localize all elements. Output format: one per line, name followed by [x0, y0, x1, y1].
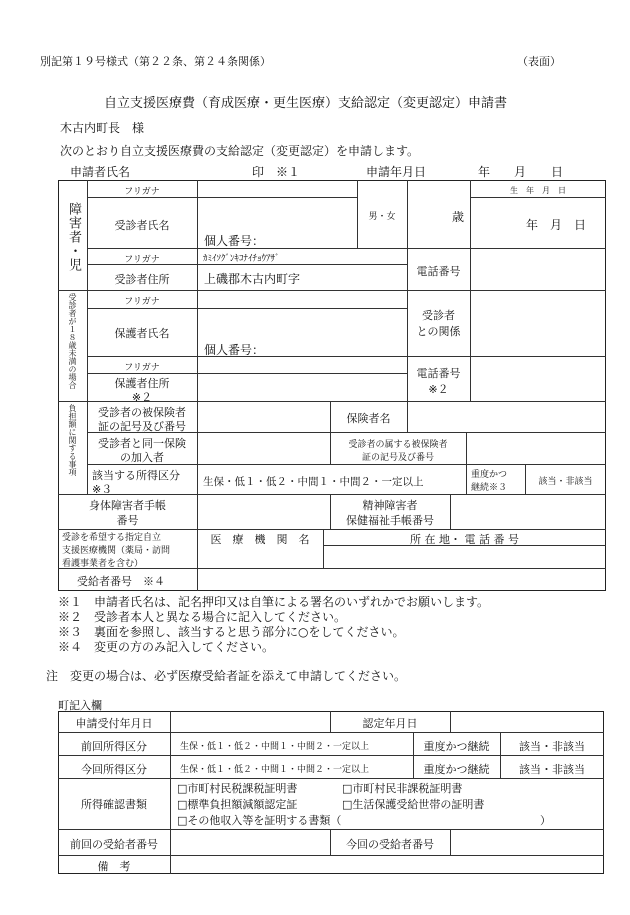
- page-side-label: （表面）: [517, 55, 561, 68]
- prev-severe-label: 重度かつ継続: [423, 740, 490, 753]
- facility-address-header: 所 在 地・ 電 話 番 号: [410, 533, 519, 546]
- doc-option-welfare[interactable]: □生活保護受給世帯の証明書: [342, 798, 485, 811]
- guardian-address-label: 保護者住所: [114, 377, 170, 390]
- document-title: 自立支援医療費（育成医療・更生医療）支給認定（変更認定）申請書: [104, 96, 508, 111]
- remarks-label: 備 考: [97, 860, 131, 873]
- caution-note: 注 変更の場合は、必ず医療受給者証を添えて申請してください。: [46, 669, 407, 683]
- seal-mark: 印 ※１: [252, 165, 301, 179]
- application-date-label: 申請年月日: [366, 165, 427, 179]
- patient-phone-label: 電話番号: [416, 265, 461, 278]
- insurer-label: 保険者名: [346, 412, 391, 425]
- severe-applicable-options: 該当・非該当: [538, 477, 593, 487]
- curr-income-options: 生保・低１・低２・中間１・中間２・一定以上: [180, 765, 370, 775]
- patient-personal-number: 個人番号：: [204, 234, 265, 248]
- facility-label-2: 支援医療機関（薬局・訪問: [62, 546, 171, 556]
- addressee: 木古内町長 様: [60, 121, 145, 135]
- address-furigana-label: フリガナ: [124, 255, 160, 265]
- doc-option-taxed[interactable]: □市町村民税課税証明書: [177, 782, 298, 795]
- income-class-options: 生保・低１・低２・中間１・中間２・一定以上: [203, 476, 424, 488]
- facility-name-header: 医 療 機 関 名: [210, 533, 310, 546]
- patient-group-label: 障害者・児: [66, 202, 81, 272]
- curr-recipient-label: 今回の受給者番号: [346, 838, 434, 851]
- note-3: ※３ 裏面を参照し、該当すると思う部分に○をしてください。: [58, 625, 405, 639]
- recipient-number-label: 受給者番号 ※４: [77, 575, 165, 588]
- same-insured-label-2: の加入者: [120, 451, 164, 464]
- curr-income-label: 今回所得区分: [81, 763, 147, 776]
- received-date-label: 申請受付年月日: [75, 717, 153, 730]
- application-year: 年: [478, 165, 491, 179]
- approved-date-label: 認定年月日: [362, 717, 418, 730]
- doc-option-nontaxed[interactable]: □市町村民非課税証明書: [342, 782, 463, 795]
- patient-furigana-label: フリガナ: [124, 187, 160, 197]
- guardian-group-label: 受診者が１８歳未満の場合: [68, 293, 77, 389]
- mental-handbook-label-2: 保健福祉手帳番号: [346, 514, 434, 527]
- office-section-title: 町記入欄: [58, 699, 102, 712]
- birthdate-small-label: 生 年 月 日: [510, 186, 566, 195]
- age-unit: 歳: [452, 210, 465, 224]
- facility-label-3: 看護事業者を含む）: [62, 559, 144, 569]
- physical-handbook-label-1: 身体障害者手帳: [89, 499, 166, 512]
- prev-recipient-label: 前回の受給者番号: [70, 838, 158, 851]
- application-day: 日: [551, 165, 564, 179]
- belong-insured-label-2: 証の記号及び番号: [361, 453, 434, 463]
- same-insured-label-1: 受診者と同一保険: [98, 437, 186, 450]
- physical-handbook-label-2: 番号: [116, 514, 139, 527]
- patient-address-label: 受診者住所: [114, 273, 170, 286]
- patient-address-value: 上磯郡木古内町字: [204, 272, 301, 286]
- relation-label-2: との関係: [416, 325, 461, 338]
- guardian-furigana-label: フリガナ: [124, 297, 160, 307]
- belong-insured-label-1: 受診者の属する被保険者: [348, 440, 448, 450]
- prev-income-label: 前回所得区分: [81, 740, 147, 753]
- address-furigana-value: ｶﾐｲｿｸﾞﾝｷｺﾅｲﾁｮｳｱｻﾞ: [203, 254, 280, 264]
- relation-label-1: 受診者: [422, 309, 455, 322]
- guardian-phone-label: 電話番号: [416, 367, 461, 380]
- patient-name-label: 受診者氏名: [114, 219, 170, 232]
- income-docs-label: 所得確認書類: [81, 798, 147, 811]
- intro-text: 次のとおり自立支援医療費の支給認定（変更認定）を申請します。: [60, 144, 420, 158]
- severe-label-2: 継続※３: [471, 483, 508, 493]
- form-number: 別記第１９号様式（第２２条、第２４条関係）: [40, 55, 271, 68]
- severe-label-1: 重度かつ: [471, 470, 508, 480]
- guardian-phone-note: ※２: [428, 383, 449, 396]
- curr-applicable-options: 該当・非該当: [519, 763, 585, 776]
- burden-group-label: 負担額に関する事項: [68, 404, 77, 476]
- guardian-name-label: 保護者氏名: [114, 327, 170, 340]
- note-1: ※１ 申請者氏名は、記名押印又は自筆による署名のいずれかでお願いします。: [58, 595, 490, 609]
- doc-option-other-close: ）: [540, 814, 551, 827]
- mental-handbook-label-1: 精神障害者: [362, 499, 418, 512]
- note-4: ※４ 変更の方のみ記入してください。: [58, 640, 275, 654]
- gender-options: 男・女: [368, 212, 396, 222]
- insured-label-1: 受診者の被保険者: [98, 406, 186, 419]
- guardian-address-note: ※２: [131, 391, 153, 404]
- income-class-label-1: 該当する所得区分: [92, 469, 180, 482]
- applicant-name-label: 申請者氏名: [70, 165, 131, 179]
- facility-label-1: 受診を希望する指定自立: [62, 533, 162, 543]
- application-month: 月: [514, 165, 527, 179]
- guardian-address-furigana-label: フリガナ: [124, 363, 160, 373]
- income-class-label-2: ※３: [92, 483, 113, 496]
- doc-option-other[interactable]: □その他収入等を証明する書類（: [177, 814, 342, 827]
- prev-income-options: 生保・低１・低２・中間１・中間２・一定以上: [180, 742, 370, 752]
- insured-label-2: 証の記号及び番号: [98, 420, 186, 433]
- doc-option-reduction[interactable]: □標準負担額減額認定証: [177, 798, 298, 811]
- guardian-personal-number: 個人番号：: [204, 343, 265, 357]
- note-2: ※２ 受診者本人と異なる場合に記入してください。: [58, 610, 347, 624]
- birthdate-label: 年 月 日: [526, 218, 587, 232]
- prev-applicable-options: 該当・非該当: [519, 740, 585, 753]
- curr-severe-label: 重度かつ継続: [423, 763, 490, 776]
